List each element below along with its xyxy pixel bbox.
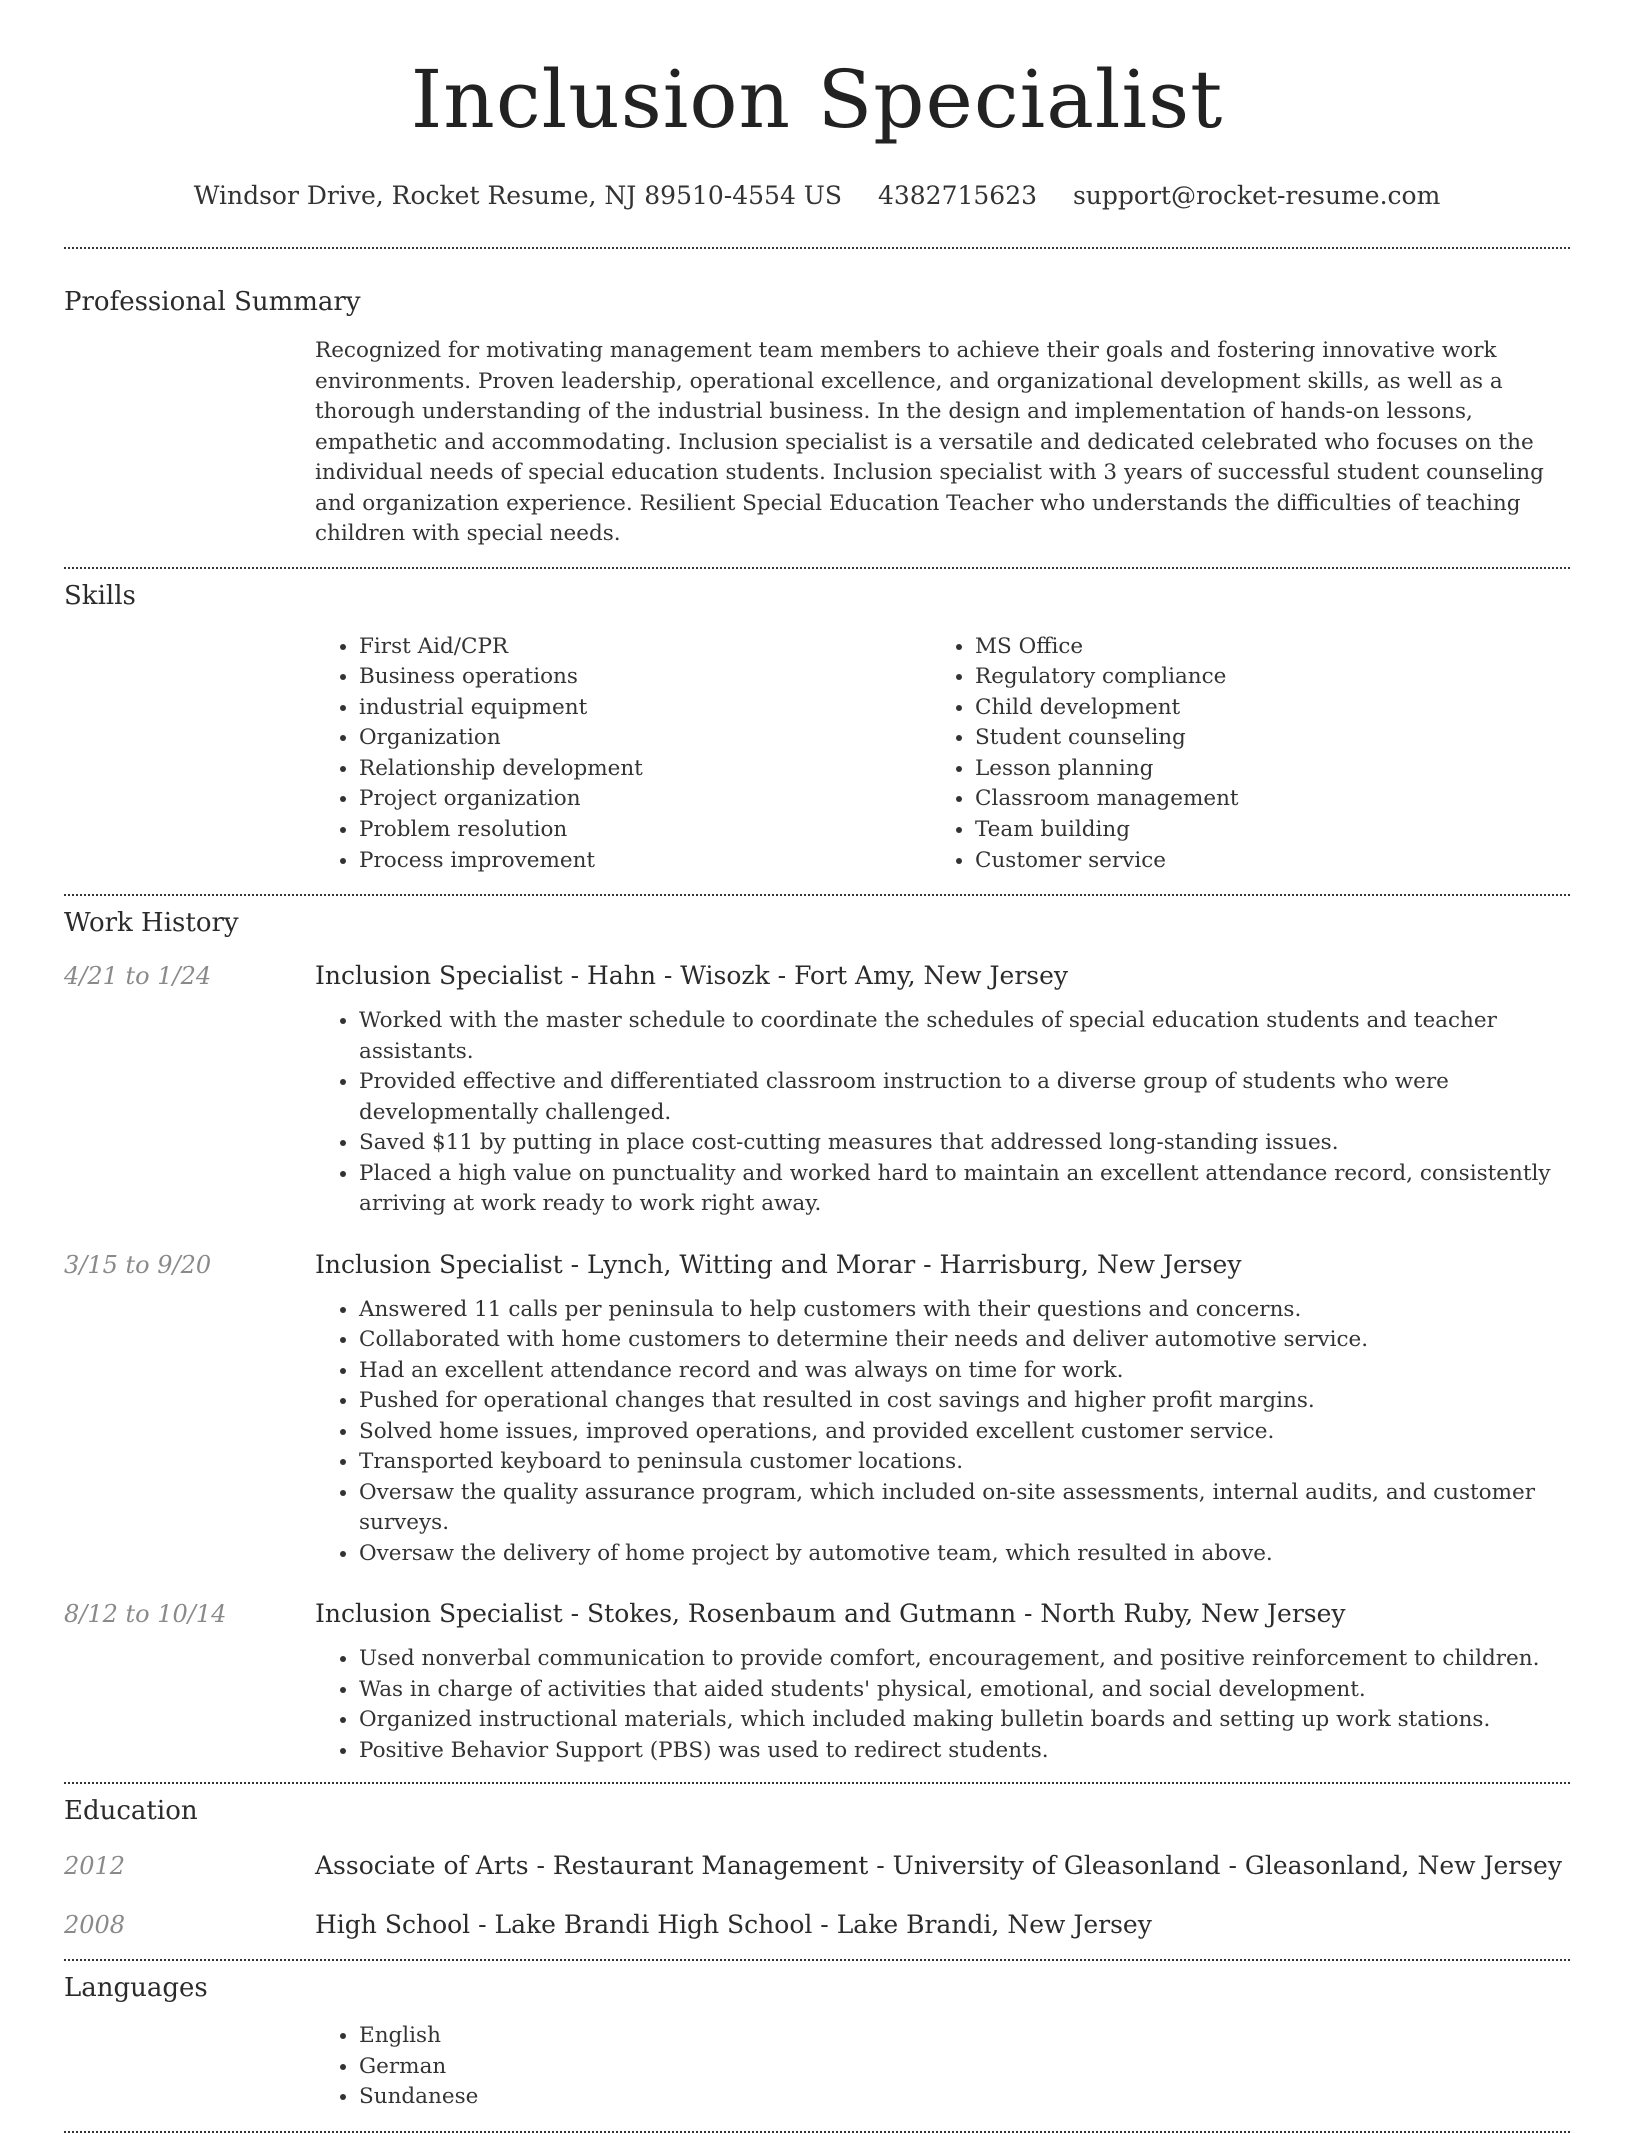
contact-phone: 4382715623: [877, 181, 1038, 210]
resume-page: [64, 0, 1570, 2133]
divider: [64, 567, 1570, 569]
job-bullets: [315, 1644, 1570, 1766]
summary-section: [64, 287, 1570, 550]
job-header: [64, 961, 1570, 990]
job-bullet: • Used nonverbal communication to provide comfort, encouragement, and positive reinforcement to children.: [359, 1644, 1570, 1675]
section-title-skills: Skills: [64, 580, 136, 611]
skill-item: • Team building: [975, 815, 1547, 846]
job-bullet: • Pushed for operational changes that resulted in cost savings and higher profit margins.: [359, 1386, 1570, 1417]
job-entry: [64, 1250, 1570, 1570]
section-title-education: Education: [64, 1796, 198, 1827]
job-bullet: • Worked with the master schedule to coordinate the schedules of special education students and teacher assistants.: [359, 1006, 1570, 1067]
contact-line: [64, 178, 1570, 214]
language-item: • Sundanese: [359, 2082, 1570, 2113]
education-year: 2008: [64, 1911, 126, 1940]
skill-item: • Business operations: [359, 662, 931, 693]
skills-list-right: [931, 632, 1547, 877]
skill-item: • Customer service: [975, 846, 1547, 877]
divider: [64, 247, 1570, 249]
skill-item: • Regulatory compliance: [975, 662, 1547, 693]
job-header: [64, 1599, 1570, 1628]
contact-address: Windsor Drive, Rocket Resume, NJ 89510-4554 US: [193, 181, 842, 210]
job-bullet: • Provided effective and differentiated classroom instruction to a diverse group of students who were developmentally challenged.: [359, 1067, 1570, 1128]
skill-item: • Relationship development: [359, 754, 931, 785]
work-history-section: [64, 908, 1570, 1766]
skills-columns: [315, 632, 1570, 877]
contact-email: support@rocket-resume.com: [1072, 181, 1441, 210]
job-bullet: • Solved home issues, improved operations, and provided excellent customer service.: [359, 1417, 1570, 1448]
education-section: [64, 1796, 1570, 1939]
education-year: 2012: [64, 1852, 126, 1881]
job-bullet: • Positive Behavior Support (PBS) was used to redirect students.: [359, 1736, 1570, 1767]
skills-list-left: [315, 632, 931, 877]
skill-item: • Project organization: [359, 784, 931, 815]
job-bullet: • Oversaw the quality assurance program, which included on-site assessments, internal audits, and customer surveys.: [359, 1478, 1570, 1539]
education-item: [64, 1910, 1570, 1939]
skill-item: • First Aid/CPR: [359, 632, 931, 663]
job-bullet: • Had an excellent attendance record and was always on time for work.: [359, 1356, 1570, 1387]
job-header: [64, 1250, 1570, 1279]
job-bullets: [315, 1295, 1570, 1570]
language-item: • English: [359, 2021, 1570, 2052]
language-item: • German: [359, 2052, 1570, 2083]
skill-item: • Organization: [359, 723, 931, 754]
candidate-name: Inclusion Specialist: [410, 53, 1224, 146]
languages-list: [315, 2021, 1570, 2113]
divider: [64, 1959, 1570, 1961]
skill-item: • Student counseling: [975, 723, 1547, 754]
skill-item: • Process improvement: [359, 846, 931, 877]
education-detail: Associate of Arts - Restaurant Management - University of Gleasonland - Gleasonland, New Jersey: [315, 1851, 1562, 1881]
job-entry: [64, 961, 1570, 1220]
divider: [64, 2131, 1570, 2133]
skill-item: • Child development: [975, 693, 1547, 724]
job-dates: 4/21 to 1/24: [64, 962, 212, 991]
skill-item: • Problem resolution: [359, 815, 931, 846]
job-bullet: • Placed a high value on punctuality and worked hard to maintain an excellent attendance record, consistently arriving at work ready to work right away.: [359, 1159, 1570, 1220]
job-bullet: • Oversaw the delivery of home project by automotive team, which resulted in above.: [359, 1539, 1570, 1570]
job-title: Inclusion Specialist - Lynch, Witting and Morar - Harrisburg, New Jersey: [315, 1249, 1242, 1279]
job-bullet: • Collaborated with home customers to determine their needs and deliver automotive service.: [359, 1325, 1570, 1356]
education-item: [64, 1851, 1570, 1880]
education-detail: High School - Lake Brandi High School - Lake Brandi, New Jersey: [315, 1910, 1152, 1940]
divider: [64, 894, 1570, 896]
skill-item: • MS Office: [975, 632, 1547, 663]
job-bullet: • Saved $11 by putting in place cost-cutting measures that addressed long-standing issues.: [359, 1128, 1570, 1159]
job-dates: 3/15 to 9/20: [64, 1250, 212, 1279]
job-bullet: • Transported keyboard to peninsula customer locations.: [359, 1447, 1570, 1478]
job-dates: 8/12 to 10/14: [64, 1600, 227, 1629]
job-bullet: • Was in charge of activities that aided students' physical, emotional, and social development.: [359, 1675, 1570, 1706]
skill-item: • Lesson planning: [975, 754, 1547, 785]
job-title: Inclusion Specialist - Hahn - Wisozk - Fort Amy, New Jersey: [315, 961, 1069, 991]
languages-section: [64, 1973, 1570, 2113]
section-title-languages: Languages: [64, 1973, 208, 2004]
job-bullets: [315, 1006, 1570, 1220]
job-title: Inclusion Specialist - Stokes, Rosenbaum and Gutmann - North Ruby, New Jersey: [315, 1599, 1346, 1629]
job-bullet: • Answered 11 calls per peninsula to help customers with their questions and concerns.: [359, 1295, 1570, 1326]
summary-text: Recognized for motivating management team members to achieve their goals and fostering innovative work environments. Proven leadership, operational excellence, and organizational development skills, as well as a thorough understanding of the industrial business. In the design and implementation of hands-on lessons, empathetic and accommodating. Inclusion specialist is a versatile and dedicated celebrated who focuses on the individual needs of special education students. Inclusion specialist with 3 years of successful student counseling and organization experience. Resilient Special Education Teacher who understands the difficulties of teaching children with special needs.: [315, 338, 1544, 546]
section-title-work: Work History: [64, 908, 239, 939]
job-bullet: • Organized instructional materials, which included making bulletin boards and setting up work stations.: [359, 1705, 1570, 1736]
skills-section: [64, 581, 1570, 877]
skill-item: • industrial equipment: [359, 693, 931, 724]
section-title-summary: Professional Summary: [64, 287, 361, 317]
job-entry: [64, 1599, 1570, 1766]
divider: [64, 1782, 1570, 1784]
skill-item: • Classroom management: [975, 784, 1547, 815]
